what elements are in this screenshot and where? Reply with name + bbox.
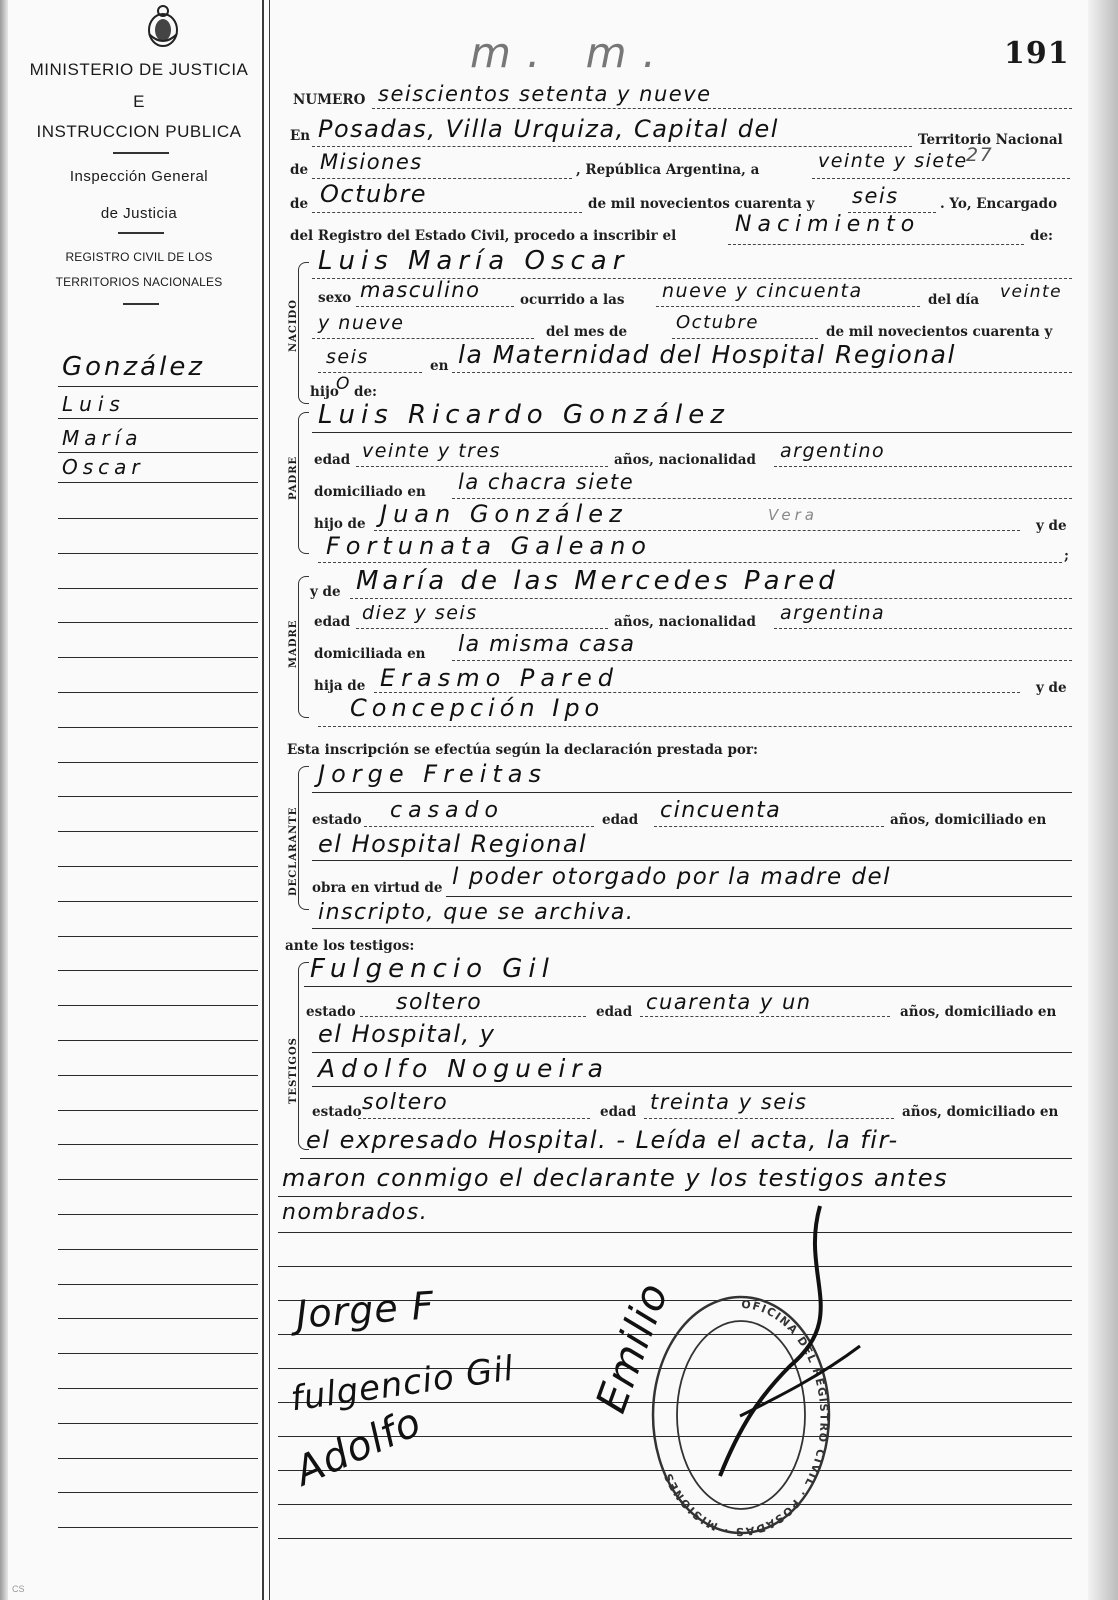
madre-y-de-label: y de: [310, 584, 341, 600]
nacido-section-label: NACIDO: [288, 299, 299, 352]
declarante-estado-value: casado: [390, 798, 504, 823]
margin-line: [58, 762, 258, 763]
left-margin: [20, 0, 258, 1600]
margin-given-1: Luis: [62, 392, 126, 416]
testigo2-anios-label: años, domiciliado en: [902, 1104, 1059, 1120]
nacido-bracket: [298, 262, 309, 404]
rule: [312, 212, 582, 213]
margin-line: [58, 1005, 258, 1006]
yo-label: . Yo, Encargado: [940, 196, 1058, 212]
rule: [374, 530, 1020, 531]
signature-testigo-1: fulgencio Gil: [288, 1348, 517, 1420]
sexo-value: masculino: [360, 278, 481, 302]
margin-given-2: María: [62, 426, 143, 450]
madre-anios-label: años, nacionalidad: [614, 614, 756, 630]
rule: [304, 986, 1072, 987]
testigo2-edad-label: edad: [600, 1104, 637, 1120]
margin-line: [58, 1318, 258, 1319]
en-value: Posadas, Villa Urquiza, Capital del: [318, 115, 779, 143]
margin-line: [58, 1110, 258, 1111]
hijo-o: O: [336, 374, 351, 394]
numero-value: seiscientos setenta y nueve: [378, 82, 712, 106]
de3-label: de:: [1030, 228, 1054, 244]
padre-section-label: PADRE: [288, 455, 299, 500]
testigo2-edad-value: treinta y seis: [650, 1090, 808, 1114]
page-left-edge: [0, 0, 8, 1600]
margin-line: [58, 1249, 258, 1250]
testigo2-nombre: Adolfo Nogueira: [318, 1054, 609, 1083]
rule: [312, 928, 1072, 929]
testigo1-nombre: Fulgencio Gil: [310, 954, 555, 984]
declarante-edad-value: cincuenta: [660, 798, 782, 823]
rule: [728, 244, 1024, 245]
header-rule-2: [118, 232, 164, 234]
margin-divider: [262, 0, 264, 1600]
declarante-obra-label: obra en virtud de: [312, 880, 443, 896]
madre-edad-value: diez y seis: [362, 602, 478, 624]
declarante-section-label: DECLARANTE: [288, 806, 299, 896]
cierre-line-2: nombrados.: [282, 1200, 429, 1225]
rule: [356, 306, 514, 307]
madre-hija-label: hija de: [314, 678, 366, 694]
madre-padre-value: Erasmo Pared: [380, 664, 619, 692]
acto-value: Nacimiento: [735, 212, 921, 237]
rule: [312, 860, 1072, 861]
margin-line: [58, 588, 258, 589]
testigo1-estado-value: soltero: [396, 990, 483, 1015]
margin-line: [58, 1179, 258, 1180]
margin-line: [58, 692, 258, 693]
padre-nac-value: argentino: [780, 440, 886, 462]
margin-line: [58, 418, 258, 419]
mes-value: Octubre: [320, 180, 428, 208]
padre-semicolon: ;: [1064, 548, 1069, 564]
header-de-justicia: de Justicia: [100, 205, 178, 222]
madre-nac-value: argentina: [780, 602, 886, 624]
rule: [774, 628, 1072, 629]
margin-line: [58, 831, 258, 832]
ante-label: ante los testigos:: [285, 938, 415, 954]
madre-domicilio-value: la misma casa: [458, 632, 636, 657]
rule: [312, 338, 534, 339]
signature-declarante: Jorge F: [294, 1283, 436, 1337]
rule: [300, 1158, 1072, 1159]
rule: [654, 826, 884, 827]
madre-nombre: María de las Mercedes Pared: [356, 566, 839, 596]
rule: [812, 178, 1070, 179]
rule: [640, 1016, 890, 1017]
rule: [656, 306, 920, 307]
fecha-margin-value: 27: [966, 144, 994, 166]
madre-section-label: MADRE: [288, 619, 299, 668]
en-label-nacido: en: [430, 358, 449, 374]
numero-label: NUMERO: [293, 92, 366, 108]
margin-line: [58, 901, 258, 902]
testigo1-estado-label: estado: [306, 1004, 356, 1020]
header-registro: REGISTRO CIVIL DE LOS: [65, 250, 213, 264]
padre-padre-value: Juan González: [380, 500, 628, 528]
padre-edad-label: edad: [314, 452, 351, 468]
padre-madre-value: Fortunata Galeano: [326, 532, 652, 560]
padre-padre-extra: Vera: [768, 506, 818, 524]
header-territorios: TERRITORIOS NACIONALES: [55, 275, 223, 289]
sexo-label: sexo: [318, 290, 352, 306]
margin-line: [58, 482, 258, 483]
signature-flourish-icon: [700, 1196, 880, 1496]
padre-hijo-label: hijo de: [314, 516, 366, 532]
hijo-suffix: de:: [354, 384, 378, 400]
rule: [360, 1016, 586, 1017]
margin-line: [58, 1353, 258, 1354]
testigo2-domicilio: el expresado Hospital. - Leída el acta, la fir-: [306, 1126, 899, 1154]
rule: [452, 660, 1072, 661]
declarante-nombre: Jorge Freitas: [318, 760, 547, 788]
madre-edad-label: edad: [314, 614, 351, 630]
margin-line: [58, 452, 258, 453]
margin-line: [58, 727, 258, 728]
rule: [356, 628, 608, 629]
header-rule-3: [123, 303, 159, 305]
rule: [672, 338, 818, 339]
rule: [644, 1118, 894, 1119]
margin-line: [58, 1388, 258, 1389]
republica-label: , República Argentina, a: [576, 162, 760, 178]
margin-line: [58, 622, 258, 623]
rule: [350, 598, 1072, 599]
declarante-estado-label: estado: [312, 812, 362, 828]
margin-surname: González: [62, 352, 205, 382]
rule: [312, 792, 1072, 793]
mes-value-nacido: Octubre: [676, 312, 759, 333]
de-value: Misiones: [320, 150, 423, 174]
signature-testigo-2: Adolfo: [288, 1398, 429, 1496]
margin-line: [58, 1527, 258, 1528]
madre-y-de2-label: y de: [1036, 680, 1067, 696]
top-scribble: m. m.: [470, 28, 672, 77]
mil-label-nacido: de mil novecientos cuarenta y: [826, 324, 1053, 340]
anio-value: seis: [852, 184, 899, 208]
margin-line: [58, 1492, 258, 1493]
header-rule-1: [113, 152, 169, 154]
madre-domicilio-label: domiciliada en: [314, 646, 426, 662]
rule: [278, 1196, 1072, 1197]
de-label: de: [290, 162, 309, 178]
rule: [356, 466, 608, 467]
dia-value: veinte: [1000, 282, 1063, 302]
mil-label: de mil novecientos cuarenta y: [588, 196, 815, 212]
nombre-value: Luis María Oscar: [318, 246, 630, 276]
dia-label: del día: [928, 292, 980, 308]
rule: [318, 562, 1062, 563]
padre-domicilio-value: la chacra siete: [458, 470, 635, 494]
margin-line: [58, 1075, 258, 1076]
declaracion-label: Esta inscripción se efectúa según la declaración prestada por:: [287, 742, 759, 758]
mes-label: del mes de: [546, 324, 628, 340]
territorio-label: Territorio Nacional: [918, 132, 1063, 148]
margin-line: [58, 1458, 258, 1459]
margin-line: [58, 866, 258, 867]
padre-domicilio-label: domiciliado en: [314, 484, 426, 500]
rule: [312, 178, 572, 179]
margin-line: [58, 1214, 258, 1215]
rule: [358, 1118, 590, 1119]
folio-number: 191: [1004, 36, 1070, 71]
padre-bracket: [298, 412, 309, 554]
rule: [446, 896, 1072, 897]
padre-y-de-label: y de: [1036, 518, 1067, 534]
testigo1-anios-label: años, domiciliado en: [900, 1004, 1057, 1020]
rule: [312, 432, 1072, 433]
declarante-obra-cont: inscripto, que se archiva.: [318, 900, 635, 925]
margin-line: [58, 1144, 258, 1145]
margin-line: [58, 796, 258, 797]
margin-line: [58, 1423, 258, 1424]
declarante-edad-label: edad: [602, 812, 639, 828]
margin-line: [58, 1040, 258, 1041]
registro-label: del Registro del Estado Civil, procedo a inscribir el: [290, 228, 677, 244]
hora-value: nueve y cincuenta: [662, 280, 863, 302]
margin-line: [58, 657, 258, 658]
page-right-edge: [1088, 0, 1118, 1600]
body-line: [278, 1232, 1072, 1233]
testigos-bracket: [298, 962, 309, 1150]
testigos-section-label: TESTIGOS: [288, 1037, 299, 1104]
rule: [312, 146, 912, 147]
margin-line: [58, 553, 258, 554]
rule: [312, 1052, 1072, 1053]
de2-label: de: [290, 196, 309, 212]
footer-mark: CS: [12, 1584, 25, 1594]
padre-edad-value: veinte y tres: [362, 440, 502, 462]
margin-given-3: Oscar: [62, 455, 145, 479]
testigo1-edad-value: cuarenta y un: [646, 990, 812, 1014]
testigo2-estado-label: estado: [312, 1104, 362, 1120]
declarante-anios-label: años, domiciliado en: [890, 812, 1047, 828]
padre-nombre: Luis Ricardo González: [318, 400, 730, 430]
signature-encargado: Emilio: [586, 1275, 678, 1419]
national-coat-of-arms-icon: [144, 4, 182, 48]
margin-line: [58, 518, 258, 519]
testigo2-estado-value: soltero: [362, 1090, 449, 1115]
header-ministerio: MINISTERIO DE JUSTICIA: [29, 60, 249, 79]
madre-bracket: [298, 576, 309, 718]
seal-text: OFICINA DEL REGISTRO CIVIL · POSADAS · MISIONES: [661, 1297, 831, 1539]
declarante-bracket: [298, 766, 309, 910]
rule: [374, 692, 1020, 693]
testigo1-edad-label: edad: [596, 1004, 633, 1020]
rule: [452, 372, 1072, 373]
body-line: [278, 1266, 1072, 1267]
header-e: E: [133, 92, 145, 111]
hijo-label: hijo: [310, 384, 339, 400]
header-instruccion: INSTRUCCION PUBLICA: [36, 122, 242, 141]
header-inspeccion: Inspección General: [69, 168, 209, 185]
rule: [774, 466, 1072, 467]
rule: [372, 108, 1072, 109]
en-label: En: [290, 128, 311, 144]
declarante-obra-value: l poder otorgado por la madre del: [452, 864, 892, 890]
cierre-line-1: maron conmigo el declarante y los testigos antes: [282, 1164, 949, 1192]
declarante-domicilio-value: el Hospital Regional: [318, 830, 588, 858]
fecha-value: veinte y siete: [818, 150, 968, 172]
ocurrido-label: ocurrido a las: [520, 292, 625, 308]
padre-anios-label: años, nacionalidad: [614, 452, 756, 468]
madre-madre-value: Concepción Ipo: [350, 694, 605, 722]
testigo1-domicilio: el Hospital, y: [318, 1020, 496, 1048]
margin-line: [58, 1284, 258, 1285]
margin-line: [58, 970, 258, 971]
anio-value-nacido: seis: [326, 346, 369, 368]
lugar-value: la Maternidad del Hospital Regional: [458, 340, 956, 369]
dia-cont-value: y nueve: [318, 312, 405, 334]
margin-divider-inner: [269, 0, 270, 1600]
rule: [312, 1086, 1072, 1087]
rule: [318, 726, 1072, 727]
rule: [318, 372, 422, 373]
rule: [364, 826, 594, 827]
margin-line: [58, 936, 258, 937]
rule: [452, 498, 1072, 499]
margin-line: [58, 386, 258, 387]
